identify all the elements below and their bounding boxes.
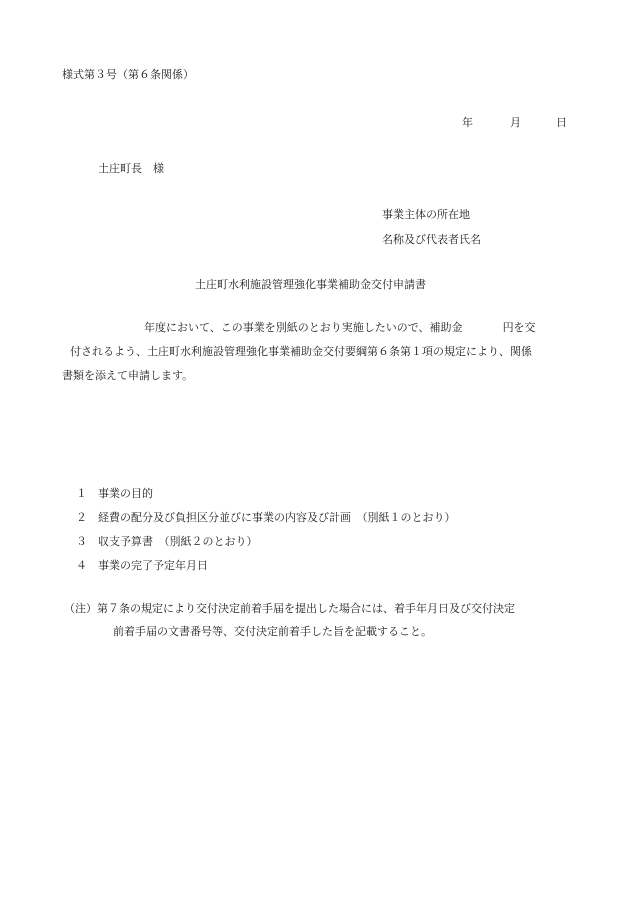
addressee: 土庄町長 様	[98, 162, 164, 175]
form-number: 様式第３号（第６条関係）	[62, 68, 194, 81]
list-item	[76, 559, 456, 583]
body-line-1-text: 年度において、この事業を別紙のとおり実施したいので、補助金	[144, 321, 463, 334]
list-item	[76, 535, 456, 559]
applicant-address-label: 事業主体の所在地	[382, 208, 470, 221]
item-number: ４	[76, 559, 87, 572]
item-number: １	[76, 487, 87, 500]
date-year-label: 年	[462, 116, 473, 129]
date-day-label: 日	[556, 116, 567, 129]
body-line-1	[62, 321, 580, 345]
applicant-name-label: 名称及び代表者氏名	[382, 233, 481, 246]
body-line-1-end: 円を交	[502, 321, 536, 334]
item-text: 収支予算書 （別紙２のとおり）	[98, 535, 258, 548]
item-text: 経費の配分及び負担区分並びに事業の内容及び計画 （別紙１のとおり）	[98, 511, 456, 524]
list-item	[76, 511, 456, 535]
item-text: 事業の目的	[98, 487, 153, 500]
item-text: 事業の完了予定年月日	[98, 559, 208, 572]
body-line-2: 付されるよう、土庄町水利施設管理強化事業補助金交付要綱第６条第１項の規定により、関係	[70, 345, 532, 358]
body-paragraph	[62, 321, 580, 393]
note-line-1: （注）第７条の規定により交付決定前着手届を提出した場合には、着手年月日及び交付決定	[64, 602, 515, 615]
note-line-2: 前着手届の文書番号等、交付決定前着手した旨を記載すること。	[113, 625, 432, 638]
item-number: ３	[76, 535, 87, 548]
date-month-label: 月	[510, 116, 521, 129]
document-title: 土庄町水利施設管理強化事業補助金交付申請書	[195, 278, 426, 291]
body-line-3: 書類を添えて申請します。	[62, 369, 194, 382]
list-item	[76, 487, 456, 511]
item-number: ２	[76, 511, 87, 524]
item-list	[76, 487, 456, 583]
